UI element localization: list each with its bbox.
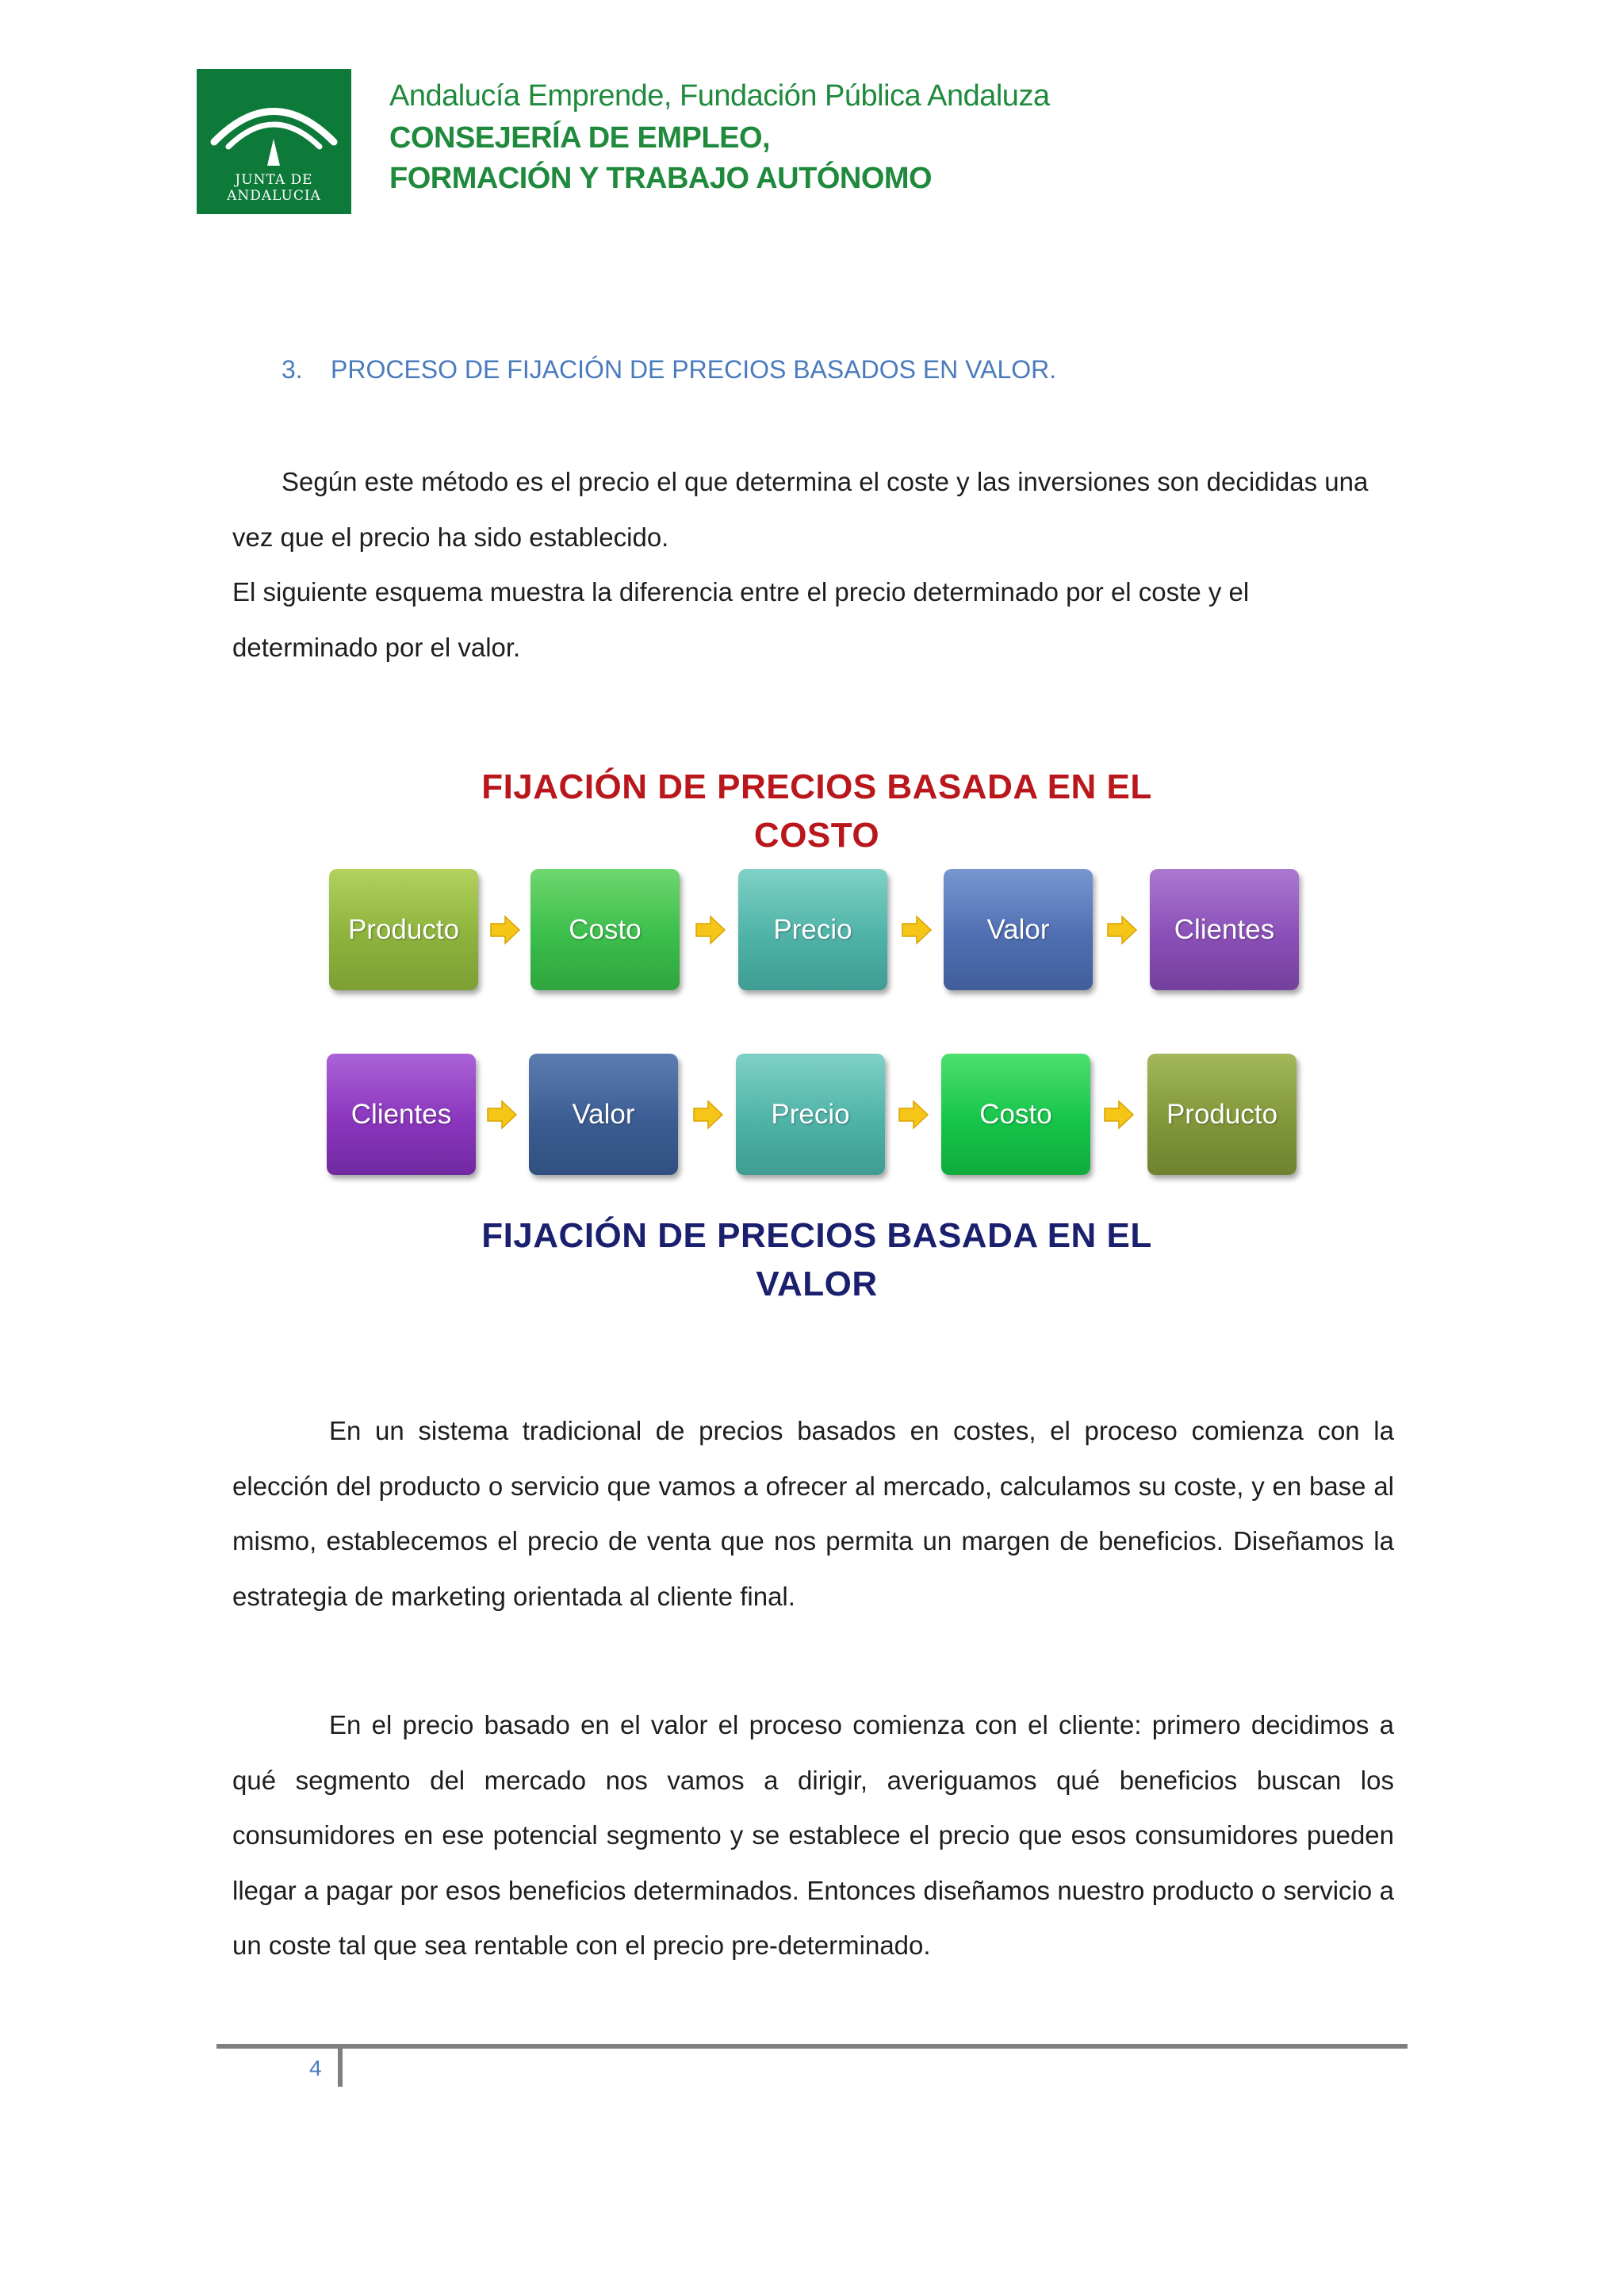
value-flow-step-clientes: Clientes [327, 1054, 476, 1175]
intro-paragraph [232, 454, 1394, 675]
yellow-right-arrow-icon [1106, 914, 1138, 946]
footer-tick [338, 2049, 343, 2087]
cost-flow-step-costo: Costo [530, 869, 680, 990]
cost-based-text: En un sistema tradicional de precios basados en costes, el proceso comienza con la elección del producto o servicio que vamos a ofrecer al mercado, calculamos su coste, y en base al mismo, establecemos el precio de venta que nos permita un margen de beneficios. Diseñamos la estrategia de marketing orientada al cliente final. [232, 1416, 1394, 1611]
page-number: 4 [309, 2056, 322, 2080]
value-title-line-1: FIJACIÓN DE PRECIOS BASADA EN EL [481, 1216, 1152, 1255]
yellow-right-arrow-icon [1103, 1099, 1135, 1131]
value-title-line-2: VALOR [756, 1265, 878, 1303]
junta-de-andalucia-logo [197, 69, 351, 214]
cost-flow-step-clientes: Clientes [1150, 869, 1299, 990]
value-flow-step-producto: Producto [1147, 1054, 1297, 1175]
yellow-right-arrow-icon [695, 914, 726, 946]
yellow-right-arrow-icon [486, 1099, 518, 1131]
org-line-2: CONSEJERÍA DE EMPLEO, [389, 121, 771, 155]
value-based-paragraph [232, 1697, 1394, 1973]
value-based-title [301, 1211, 1332, 1308]
cost-based-title [301, 763, 1332, 859]
section-number: 3. [282, 355, 303, 384]
cost-flow-step-producto: Producto [329, 869, 478, 990]
intro-text-2: El siguiente esquema muestra la diferencia entre el precio determinado por el coste y el determinado por el valor. [232, 577, 1250, 662]
yellow-right-arrow-icon [489, 914, 521, 946]
yellow-right-arrow-icon [692, 1099, 724, 1131]
yellow-right-arrow-icon [901, 914, 933, 946]
cost-based-paragraph [232, 1403, 1394, 1624]
section-title: PROCESO DE FIJACIÓN DE PRECIOS BASADOS EN VALOR. [331, 355, 1057, 384]
yellow-right-arrow-icon [898, 1099, 929, 1131]
value-based-text: En el precio basado en el valor el proceso comienza con el cliente: primero decidimos a qué segmento del mercado nos vamos a dirigir, averiguamos qué beneficios buscan los consumidores en ese potencial segmento y se establece el precio que esos consumidores pueden llegar a pagar por esos beneficios determinados. Entonces diseñamos nuestro producto o servicio a un coste tal que sea rentable con el precio pre-determinado. [232, 1710, 1394, 1960]
footer-divider [216, 2044, 1408, 2049]
cost-title-line-2: COSTO [753, 816, 880, 855]
cost-flow-step-valor: Valor [944, 869, 1093, 990]
cost-title-line-1: FIJACIÓN DE PRECIOS BASADA EN EL [481, 767, 1152, 806]
org-line-3: FORMACIÓN Y TRABAJO AUTÓNOMO [389, 162, 933, 195]
logo-text: JUNTA DE ANDALUCIA [227, 172, 321, 204]
value-flow-step-costo: Costo [941, 1054, 1090, 1175]
value-flow-step-precio: Precio [736, 1054, 885, 1175]
value-flow-step-valor: Valor [529, 1054, 678, 1175]
intro-text-1: Según este método es el precio el que determina el coste y las inversiones son decididas una vez que el precio ha sido establecido. [232, 467, 1369, 552]
cost-flow-step-precio: Precio [738, 869, 887, 990]
org-line-1: Andalucía Emprende, Fundación Pública Andaluza [389, 79, 1050, 113]
